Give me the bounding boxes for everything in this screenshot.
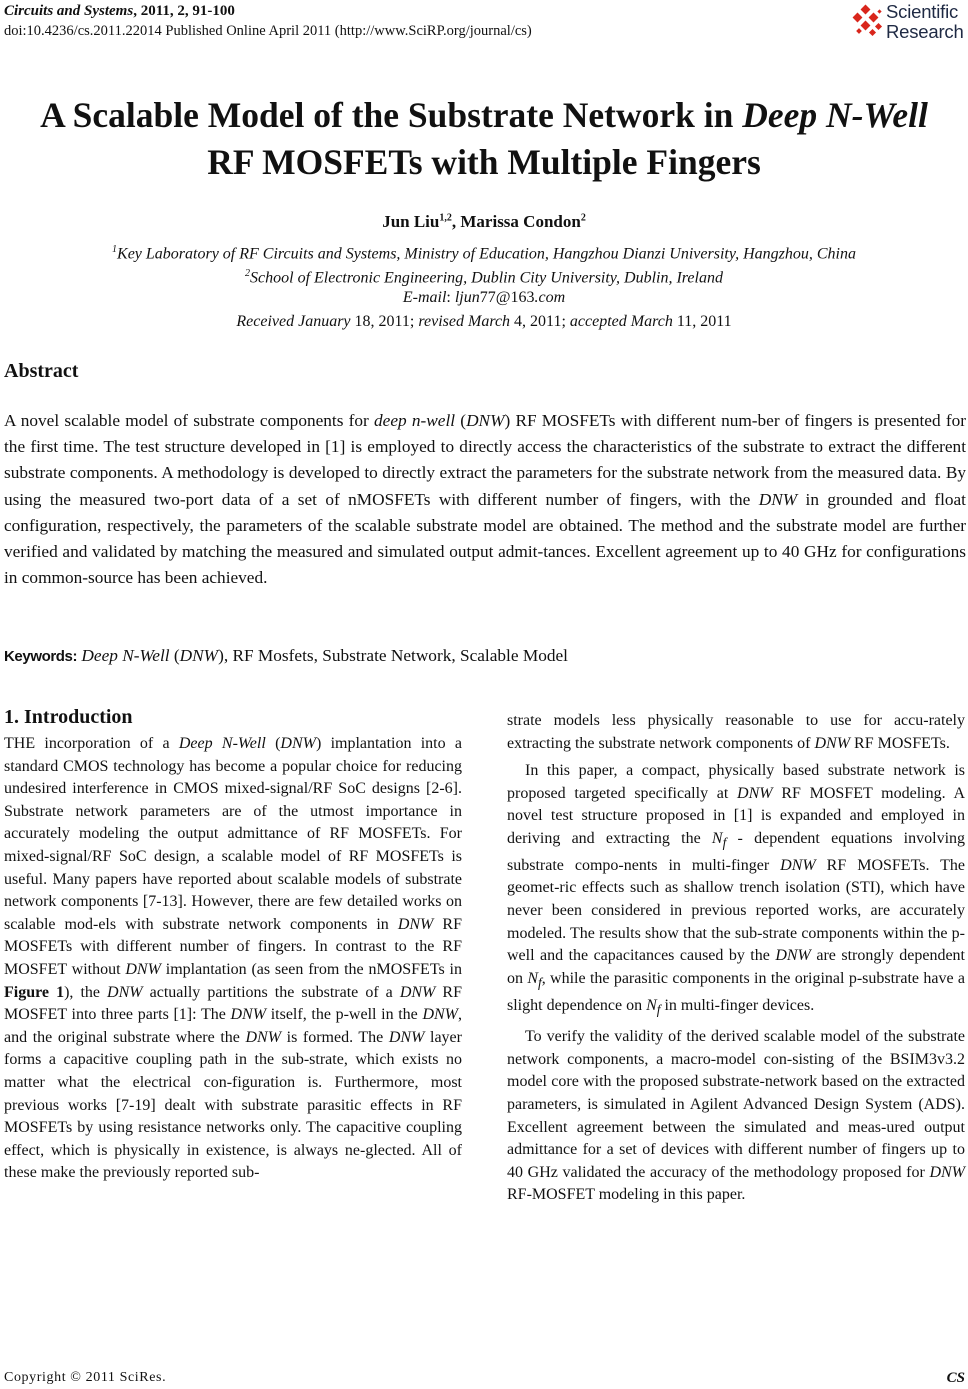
intro-paragraph-3: To verify the validity of the derived scalable model of the substrate network components, a macro-model con-sisting of the BSIM3v3.2 model core with the proposed substrate-network based on the extracted parameters, is simulated in Agilent Advanced Design System (ADS). Excellent agreement between the simulated and meas-ured output admittance for a set of devices with different number of fingers up to 40 GHz validated the accuracy of the methodology proposed for DNW RF-MOSFET modeling in this paper.	[507, 1028, 965, 1204]
author-list: Jun Liu$^{1,2}$, Marissa Condon$^2$	[382, 212, 586, 231]
publisher-logo	[848, 2, 966, 44]
right-column	[507, 710, 965, 1207]
received-dates: Received January 18, 2011; revised March 4, 2011; accepted March 11, 2011	[236, 313, 732, 330]
keywords-label: Keywords:	[4, 648, 78, 665]
intro-paragraph-1: THE incorporation of a Deep N-Well (DNW) implantation into a standard CMOS technology has become a popular choice for reducing undesired interference in CMOS mixed-signal/RF SoC designs [2-6]. Substrate network parameters are of the utmost importance in accurately modeling the output admittance of RF MOSFETs. For mixed-signal/RF SoC design, a scalable model of RF MOSFETs is useful. Many papers have reported about scalable models of substrate network components [7-13]. However, there are few detailed works on scalable mod-els with substrate network components in DNW RF MOSFETs with different number of fingers. In contrast to the RF MOSFET without DNW implantation (as seen from the nMOSFETs in Figure 1), the DNW actually partitions the substrate of a DNW RF MOSFET into three parts [1]: The DNW itself, the p-well in the DNW, and the original substrate where the DNW is formed. The DNW layer forms a capacitive coupling path in the sub-strate, which exists no matter what the electrical con-figuration is. Furthermore, most previous works [7-19] dealt with substrate parasitic effects in RF MOSFETs by using resistance networks only. The capacitive coupling effect, which is physically in existence, is always ne-glected. All of these make the previously reported sub-	[4, 735, 463, 1182]
figure-1-reference: Figure 1	[4, 983, 65, 1001]
title-line-2: RF MOSFETs with Multiple Fingers	[207, 142, 761, 182]
copyright-notice: Copyright © 2011 SciRes.	[4, 1370, 167, 1385]
affiliation-2: $^2$School of Electronic Engineering, Dublin City University, Dublin, Ireland	[245, 268, 723, 287]
author-2: Marissa Condon	[460, 212, 581, 231]
logo-line-2: Research	[886, 21, 964, 42]
abstract-heading: Abstract	[4, 360, 79, 382]
journal-abbreviation: CS	[946, 1370, 965, 1386]
journal-citation	[4, 2, 235, 20]
affiliation-1: $^1$Key Laboratory of RF Circuits and Systems, Ministry of Education, Hangzhou Dianzi University, Hangzhou, China	[112, 244, 856, 263]
logo-wordmark	[886, 2, 964, 42]
keywords: Keywords: Deep N-Well (DNW), RF Mosfets, Substrate Network, Scalable Model	[4, 646, 568, 665]
title-line-1: A Scalable Model of the Substrate Network in Deep N-Well	[40, 95, 928, 135]
left-column	[4, 733, 462, 1185]
section-heading-introduction: 1. Introduction	[4, 706, 133, 728]
paper-title	[0, 92, 968, 186]
email-line: E-mail: ljun77@163.com	[402, 289, 566, 306]
intro-paragraph-1-continued: strate models less physically reasonable to use for accu-rately extracting the substrate network components of DNW RF MOSFETs.	[507, 712, 965, 752]
abstract-body: A novel scalable model of substrate components for deep n-well (DNW) RF MOSFETs with different num-ber of fingers is presented for the first time. The test structure developed in [1] is employed to directly access the characteristics of the substrate to extract the different substrate components. A methodology is developed to directly extract the parameters for the substrate network from the measured data. By using the measured two-port data of a set of nMOSFETs with different number of fingers, with the DNW in grounded and float configuration, respectively, the parameters of the scalable substrate model are obtained. The method and the substrate model are further verified and validated by matching the measured and simulated output admit-tances. Excellent agreement up to 40 GHz for configurations in common-source has been achieved.	[4, 411, 966, 588]
intro-paragraph-2: In this paper, a compact, physically based substrate network is proposed targeted specifically at DNW RF MOSFET modeling. A novel test structure proposed in [1] is expanded and employed in deriving and extracting the $N_f$ - dependent equations involving substrate compo-nents in multi-finger DNW RF MOSFETs. The geomet-ric effects such as shallow trench isolation (STI), which have never been considered in previous reported works, are accurately modeled. The results show that the sub-strate components within the p-well and the capacitances caused by the DNW are strongly dependent on $N_f$, while the parasitic components in the original p-substrate have a slight dependence on $N_f$ in multi-finger devices.	[507, 762, 966, 1017]
journal-volume: , 2011, 2, 91-100	[133, 3, 235, 19]
logo-line-1: Scientific	[886, 1, 959, 22]
journal-name: Circuits and Systems	[4, 3, 134, 19]
scirp-logo-icon	[848, 4, 886, 42]
author-1: Jun Liu	[382, 212, 440, 231]
doi-line: doi:10.4236/cs.2011.22014 Published Online April 2011 (http://www.SciRP.org/journal/cs)	[4, 23, 532, 39]
